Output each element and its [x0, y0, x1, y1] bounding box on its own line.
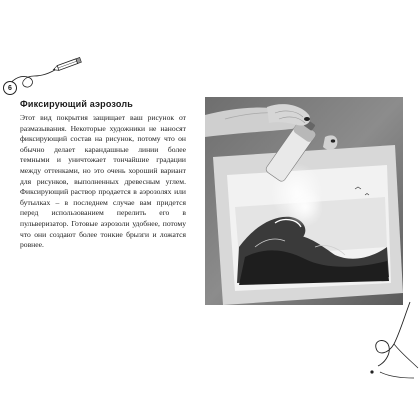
- page-number: 6: [3, 81, 17, 95]
- section-heading: Фиксирующий аэрозоль: [20, 99, 133, 109]
- section-body: Этот вид покрытия защищает ваш рисунок от размазывания. Некоторые художники не наносят фиксирующий состав на рисунок, потому что он обычно делает карандашные линии более темными и уничтожает тончайшие градации между оттенками, но это очень хороший вариант для рисунков, выполненных древесным углем. Фиксирующий раствор продается в аэрозолях или бутылках – в последнем случае вам придется перед использованием перелить его в пульверизатор. Готовые аэрозоли удобнее, потому что они создают более тонкие брызги и ложатся ровнее.: [20, 113, 186, 250]
- fixative-photo: [205, 97, 403, 305]
- corner-swirl-ornament: [360, 298, 420, 382]
